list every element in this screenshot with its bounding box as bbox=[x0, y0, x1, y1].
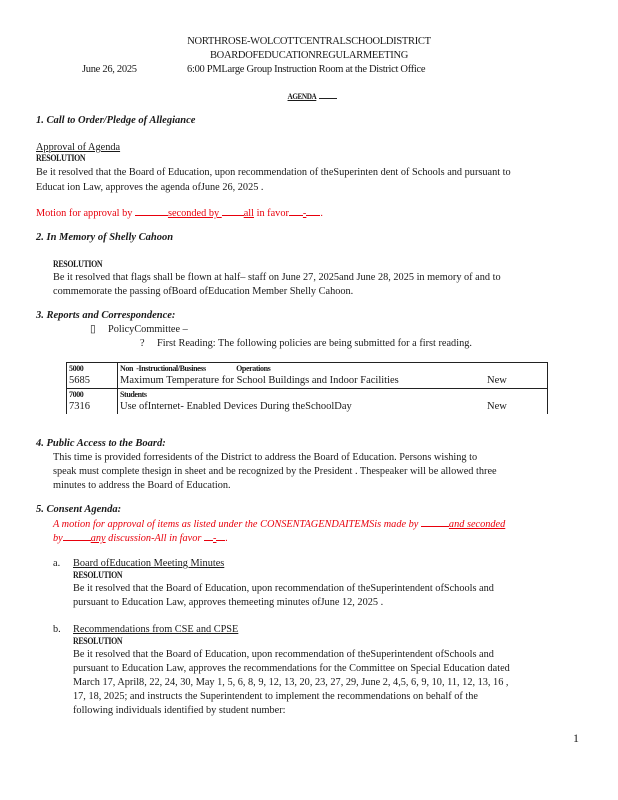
section-3-title: 3. Reports and Correspondence: bbox=[36, 310, 176, 321]
meeting-time-location bbox=[187, 64, 425, 75]
resolution-text-line: pursuant to Education Law, approves themeeting minutes ofJune 12, 2025 . bbox=[73, 597, 384, 608]
resolution-label: RESOLUTION bbox=[73, 570, 123, 580]
agenda-underline bbox=[319, 89, 337, 99]
item-b-letter: b. bbox=[53, 624, 61, 635]
public-access-text-line: speak must complete thesign in sheet and be recognized by the President . Thespeaker will be allowed three bbox=[53, 466, 497, 477]
resolution-text-line: Be it resolved that the Board of Education, upon recommendation of theSuperinten dent of Schools and pursuant to bbox=[36, 167, 511, 178]
policy-title-cell: Students Use ofInternet- Enabled Devices During theSchoolDay bbox=[118, 389, 488, 415]
section-4-title: 4. Public Access to the Board: bbox=[36, 438, 166, 449]
page-number: 1 bbox=[573, 731, 579, 745]
policy-table bbox=[66, 362, 548, 414]
item-a-letter: a. bbox=[53, 558, 61, 569]
category-code-cell: 7000 7316 bbox=[67, 389, 118, 415]
seconder-blank[interactable] bbox=[222, 205, 244, 216]
table-row bbox=[67, 389, 548, 415]
bullet-icon: ▯ bbox=[90, 324, 96, 335]
policy-committee-label: PolicyCommittee – bbox=[108, 324, 188, 335]
consent-seconder-blank[interactable] bbox=[63, 530, 91, 541]
resolution-text-line: 17, 18, 2025; and instructs the Superintendent to implement the recommendations on behalf of the bbox=[73, 691, 478, 702]
resolution-text-line: Be it resolved that flags shall be flown at half– staff on June 27, 2025and June 28, 2025 in memory of and to bbox=[53, 272, 501, 283]
section-5-title: 5. Consent Agenda: bbox=[36, 504, 122, 515]
table-row bbox=[67, 363, 548, 389]
resolution-text-line: pursuant to Education Law, approves the recommendations for the Committee on Special Education dated bbox=[73, 663, 510, 674]
meeting-date: June 26, 2025 bbox=[82, 64, 137, 75]
public-access-text-line: This time is provided forresidents of the District to address the Board of Education. Persons wishing to bbox=[53, 452, 478, 463]
votes-against-blank[interactable] bbox=[306, 205, 320, 216]
category-code-cell: 5000 5685 bbox=[67, 363, 118, 389]
section-1-title: 1. Call to Order/Pledge of Allegiance bbox=[36, 115, 196, 126]
resolution-label: RESOLUTION bbox=[73, 636, 123, 646]
meeting-title: BOARDOFEDUCATIONREGULARMEETING bbox=[209, 50, 409, 61]
agenda-heading: AGENDA bbox=[285, 89, 337, 102]
policy-status-cell: New bbox=[487, 389, 548, 415]
resolution-text-line: Be it resolved that the Board of Education, upon recommendation of theSuperintendent ofSchools and bbox=[73, 583, 494, 594]
resolution-text-line: March 17, April8, 22, 24, 30, May 1, 5, 6, 8, 9, 12, 13, 20, 23, 27, 29, June 2, 4,5, 6, 9, 10, 11, 12, 13, 16 , bbox=[73, 677, 509, 688]
approval-of-agenda-heading: Approval of Agenda bbox=[36, 142, 121, 153]
motion-line: Motion for approval by seconded by all in favor - . bbox=[36, 205, 323, 221]
consent-votes-for-blank[interactable] bbox=[204, 530, 213, 541]
resolution-text-line: following individuals identified by student number: bbox=[73, 705, 286, 716]
first-reading-text: First Reading: The following policies are being submitted for a first reading. bbox=[157, 338, 472, 349]
consent-mover-blank[interactable] bbox=[421, 516, 449, 527]
section-2-title: 2. In Memory of Shelly Cahoon bbox=[36, 232, 174, 243]
resolution-label: RESOLUTION bbox=[53, 259, 103, 269]
resolution-text-line: Be it resolved that the Board of Education, upon recommendation of theSuperintendent ofSchools and bbox=[73, 649, 494, 660]
sub-bullet-icon: ? bbox=[140, 338, 145, 349]
public-access-text-line: minutes to address the Board of Education. bbox=[53, 480, 231, 491]
policy-title-cell: Non -Instructional/Business Operations Maximum Temperature for School Buildings and Indoor Facilities bbox=[118, 363, 488, 389]
meeting-time: 6:00 PM bbox=[187, 64, 222, 75]
mover-blank[interactable] bbox=[135, 205, 168, 216]
votes-for-blank[interactable] bbox=[289, 205, 303, 216]
meeting-location: Large Group Instruction Room at the District Office bbox=[221, 64, 426, 75]
resolution-text-line: commemorate the passing ofBoard ofEducation Member Shelly Cahoon. bbox=[53, 286, 354, 297]
item-a-title: Board ofEducation Meeting Minutes bbox=[73, 558, 225, 569]
consent-motion-line: A motion for approval of items as listed under the CONSENTAGENDAITEMSis made by and seconded bbox=[53, 516, 505, 532]
item-b-title: Recommendations from CSE and CPSE bbox=[73, 624, 239, 635]
district-name: NORTHROSE-WOLCOTTCENTRALSCHOOLDISTRICT bbox=[187, 36, 431, 47]
resolution-label: RESOLUTION bbox=[36, 153, 86, 163]
resolution-text-line: Educat ion Law, approves the agenda ofJune 26, 2025 . bbox=[36, 182, 264, 193]
policy-status-cell: New bbox=[487, 363, 548, 389]
consent-motion-line: by any discussion-All in favor - . bbox=[53, 530, 228, 546]
